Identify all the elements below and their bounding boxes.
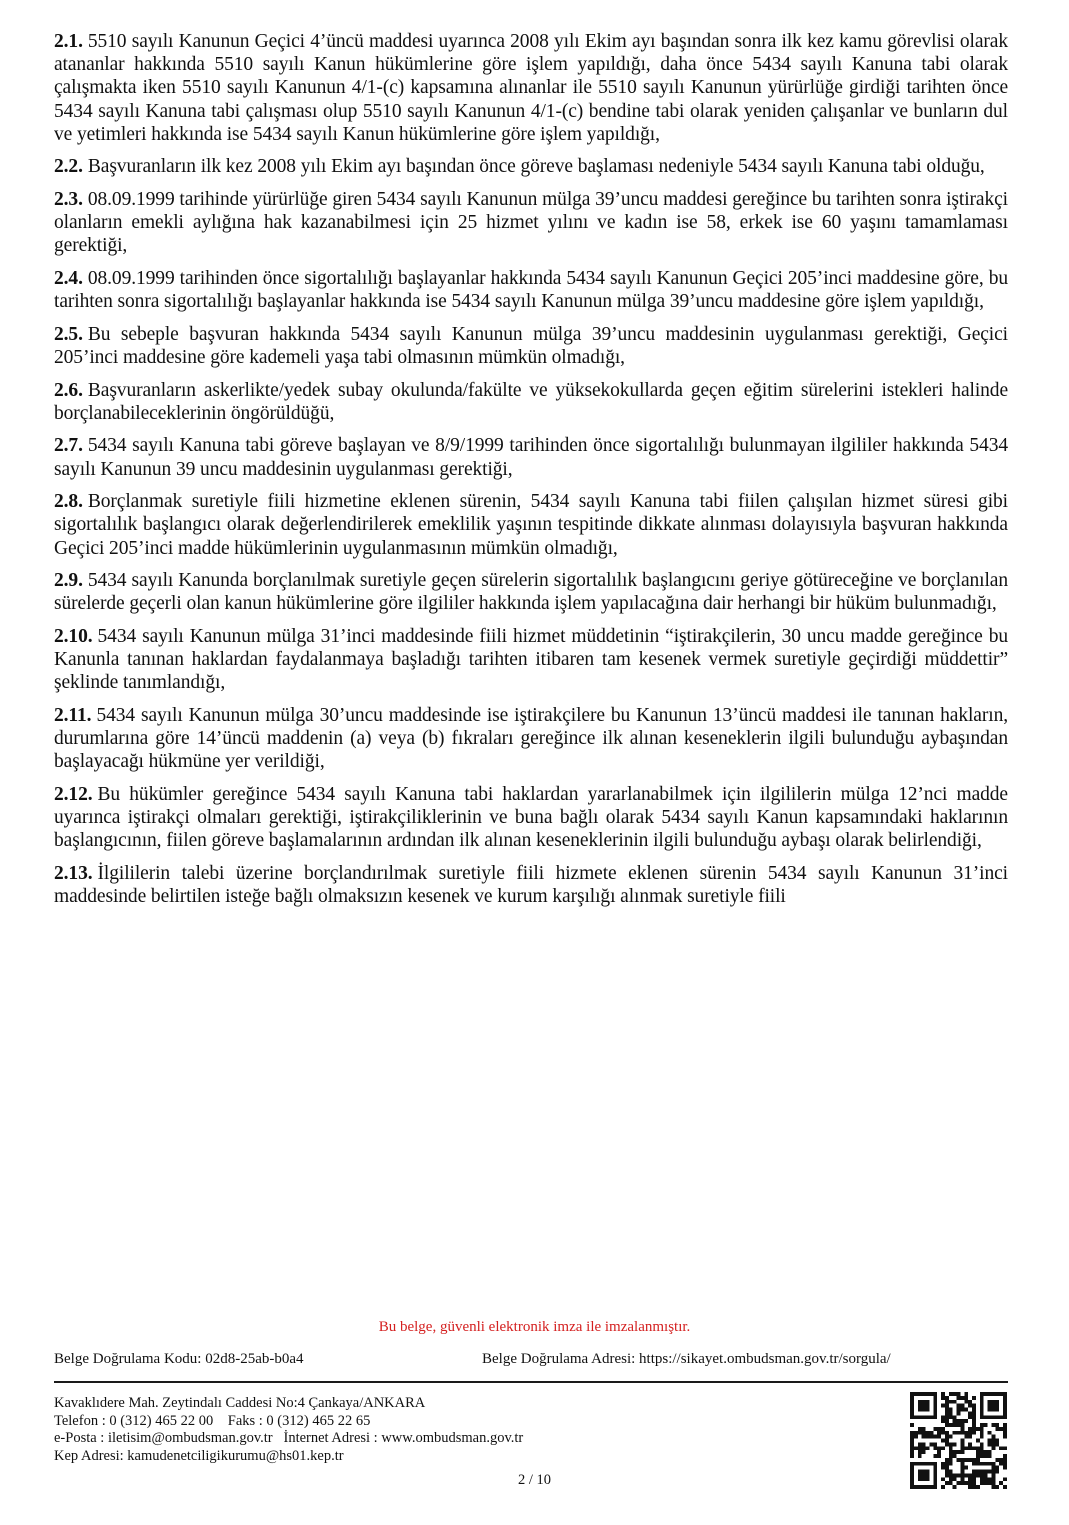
verification-address: Belge Doğrulama Adresi: https://sikayet.ombudsman.gov.tr/sorgula/ — [482, 1351, 891, 1367]
contact-phone-fax: Telefon : 0 (312) 465 22 00 Faks : 0 (312) 465 22 65 — [54, 1412, 371, 1429]
paragraph-text: 5434 sayılı Kanunun mülga 30’uncu maddesinde ise iştirakçilere bu Kanunun 13’üncü maddesi ile tanınan hakların, durumlarına göre 14’üncü maddenin (a) veya (b) fıkraları gereğince ilk alınan keseneklerin ilgili bulunduğu aybaşından başlayacağı hükmüne yer verildiği, — [54, 704, 1008, 773]
paragraph-text: Borçlanmak suretiyle fiili hizmetine eklenen sürenin, 5434 sayılı Kanuna tabi fiilen çalışılan hizmet süresi gibi sigortalılık başlangıcı olarak değerlendirilerek emeklilik yaşının tespitinde dikkate alınması dolayısıyla başvuran hakkında Geçici 205’inci madde hükümlerinin uygulanmasının mümkün olmadığı, — [54, 491, 1008, 559]
paragraph-number: 2.4. — [54, 268, 83, 289]
paragraph-text: 5434 sayılı Kanunda borçlanılmak suretiyle geçen sürelerin sigortalılık başlangıcını geriye götüreceğine ve borçlanılan sürelerde geçerli olan kanun hükümlerine göre ilgililer hakkında işlem yapılacağına dair herhangi bir hüküm bulunmadığı, — [54, 570, 1008, 615]
paragraph-2-9 — [54, 569, 1008, 615]
paragraph-2-11 — [54, 704, 1008, 774]
paragraph-text: 5434 sayılı Kanuna tabi göreve başlayan ve 8/9/1999 tarihinden önce sigortalılığı bulunmayan ilgililer hakkında 5434 sayılı Kanunun 39 uncu maddesinin uygulanması gerektiği, — [54, 435, 1008, 480]
paragraph-number: 2.10. — [54, 625, 93, 647]
page-number: 2 / 10 — [517, 1472, 552, 1488]
paragraph-text: İlgililerin talebi üzerine borçlandırılmak suretiyle fiili hizmete eklenen sürenin 5434 sayılı Kanunun 31’inci maddesinde belirtilen isteğe bağlı olmaksızın kesenek ve kurum karşılığı alınmak suretiyle fiili — [54, 862, 1008, 908]
paragraph-number: 2.9. — [54, 570, 83, 592]
paragraph-text: 08.09.1999 tarihinden önce sigortalılığı başlayanlar hakkında 5434 sayılı Kanunun Geçici 205’inci maddesine göre, bu tarihten sonra sigortalılığı başlayanlar hakkında ise 5434 sayılı Kanunun mülga 39’uncu maddesine göre işlem yapıldığı, — [54, 268, 1008, 313]
paragraph-number: 2.11. — [54, 704, 92, 726]
paragraph-text: Başvuranların askerlikte/yedek subay okulunda/fakülte ve yüksekokullarda geçen eğitim sürelerini istekleri halinde borçlanabileceklerinin öngörüldüğü, — [54, 379, 1008, 424]
footer-divider — [54, 1381, 1008, 1383]
paragraph-number: 2.7. — [54, 435, 83, 457]
paragraph-number: 2.13. — [54, 862, 93, 884]
contact-kep: Kep Adresi: kamudenetciligikurumu@hs01.kep.tr — [54, 1447, 344, 1464]
paragraph-2-3 — [54, 188, 1008, 258]
paragraph-number: 2.12. — [54, 783, 93, 805]
paragraph-number: 2.1. — [54, 31, 83, 52]
paragraph-2-4 — [54, 267, 1008, 313]
paragraph-number: 2.2. — [54, 156, 83, 178]
verification-code: Belge Doğrulama Kodu: 02d8-25ab-b0a4 — [54, 1351, 304, 1367]
paragraph-number: 2.3. — [54, 189, 83, 210]
contact-block — [54, 1395, 523, 1465]
document-body — [54, 30, 1008, 918]
paragraph-2-5 — [54, 323, 1008, 369]
paragraph-text: 5510 sayılı Kanunun Geçici 4’üncü maddesi uyarınca 2008 yılı Ekim ayı başından sonra ilk kez kamu görevlisi olarak atananlar hakkında 5510 sayılı Kanun hükümlerine göre işlem yapıldığı, daha önce 5434 sayılı Kanuna tabi olarak çalışmakta iken 5510 sayılı Kanunun 4/1-(c) kapsamına alınanlar ile 5510 sayılı Kanunun yürürlüğe girdiği tarihten önce 5434 sayılı Kanuna tabi çalışması olup 5510 sayılı Kanunun 4/1-(c) bendine tabi olarak yeniden çalışanlar ve bunların dul ve yetimleri hakkında ise 5434 sayılı Kanun hükümlerine göre işlem yapıldığı, — [54, 31, 1008, 145]
paragraph-text: 5434 sayılı Kanunun mülga 31’inci maddesinde fiili hizmet müddetinin “iştirakçilerin, 30 uncu madde gereğince bu Kanunla tanınan haklardan faydalanmaya başladığı tarihten itibaren tam kesenek vermek suretiyle geçirdiği müddettir” şeklinde tanımlandığı, — [54, 625, 1008, 694]
paragraph-number: 2.8. — [54, 491, 83, 513]
contact-email-web: e-Posta : iletisim@ombudsman.gov.tr İnternet Adresi : www.ombudsman.gov.tr — [54, 1430, 524, 1447]
paragraph-number: 2.6. — [54, 379, 83, 401]
paragraph-2-10 — [54, 625, 1008, 695]
paragraph-text: 08.09.1999 tarihinde yürürlüğe giren 5434 sayılı Kanunun mülga 39’uncu maddesi gereğince bu tarihten sonra iştirakçi olanların emekli aylığına hak kazanabilmesi için 25 hizmet yılını ve kadın ise 58, erkek ise 60 yaşını tamamlaması gerektiği, — [54, 189, 1008, 257]
paragraph-2-12 — [54, 783, 1008, 853]
paragraph-2-6 — [54, 379, 1008, 425]
paragraph-text: Bu hükümler gereğince 5434 sayılı Kanuna tabi haklardan yararlanabilmek için ilgililerin mülga 12’nci madde uyarınca iştirakçi olmaları gerektiği, iştirakçiliklerinin ve buna bağlı olarak 5434 sayılı Kanun kapsamındaki haklarının başlangıcının, fiilen göreve başlamalarının ardından ilk alınan keseneklerinin ilgili bulunduğu aybaşı olarak belirlendiği, — [54, 783, 1008, 852]
contact-address: Kavaklıdere Mah. Zeytindalı Caddesi No:4 Çankaya/ANKARA — [54, 1395, 426, 1411]
paragraph-text: Başvuranların ilk kez 2008 yılı Ekim ayı başından önce göreve başlaması nedeniyle 5434 sayılı Kanuna tabi olduğu, — [87, 156, 985, 178]
paragraph-2-13 — [54, 862, 1008, 908]
paragraph-2-7 — [54, 434, 1008, 480]
paragraph-2-2 — [54, 155, 1008, 178]
paragraph-number: 2.5. — [54, 323, 83, 345]
qr-code-icon — [910, 1392, 1007, 1489]
paragraph-text: Bu sebeple başvuran hakkında 5434 sayılı Kanunun mülga 39’uncu maddesinin uygulanması gerektiği, Geçici 205’inci maddesine göre kademeli yaşa tabi olmasının mümkün olmadığı, — [54, 323, 1008, 368]
e-signature-notice: Bu belge, güvenli elektronik imza ile imzalanmıştır. — [378, 1319, 691, 1335]
paragraph-2-8 — [54, 490, 1008, 560]
paragraph-2-1 — [54, 30, 1008, 146]
